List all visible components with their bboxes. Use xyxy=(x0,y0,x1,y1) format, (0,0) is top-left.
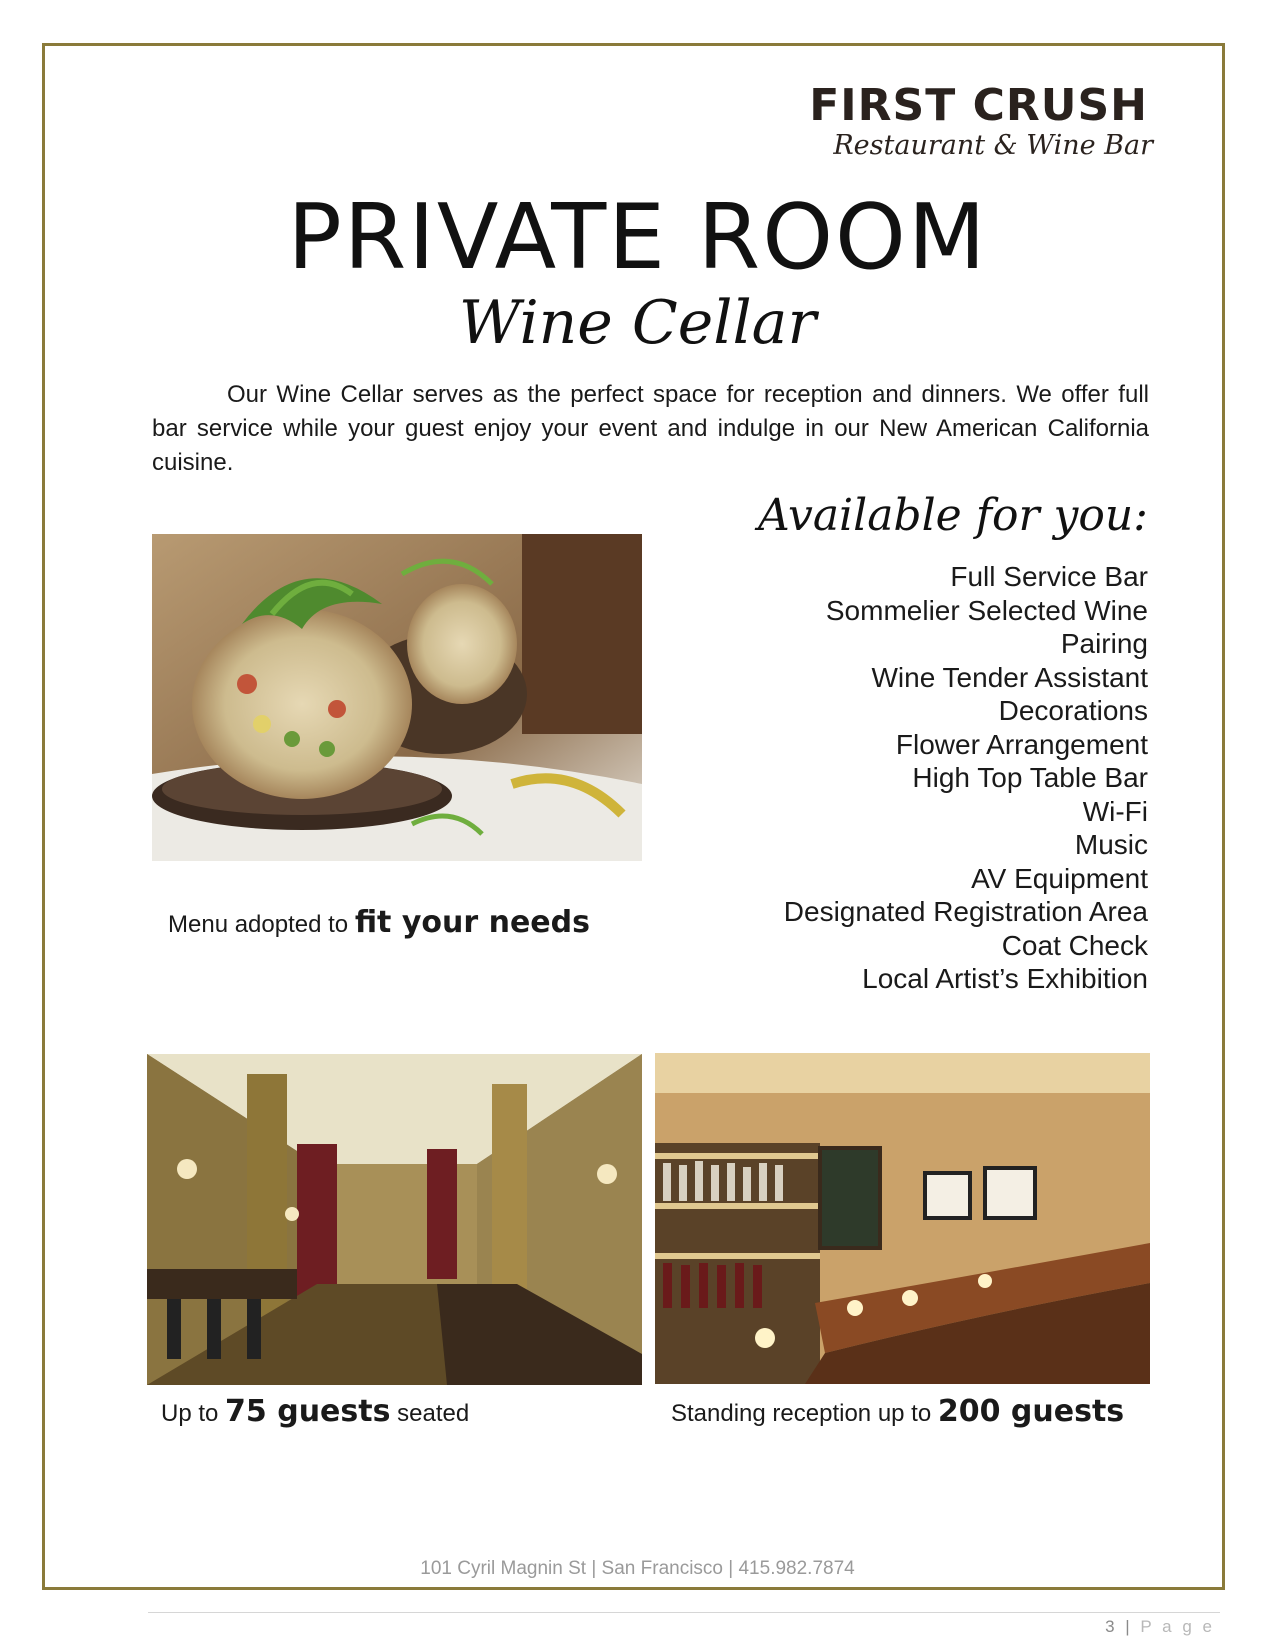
seated-caption xyxy=(161,1394,469,1429)
page-title: PRIVATE ROOM xyxy=(287,185,988,290)
list-item: Music xyxy=(1074,829,1148,860)
page-subtitle: Wine Cellar xyxy=(458,288,817,358)
page-number-separator: | xyxy=(1125,1617,1133,1636)
list-item: Pairing xyxy=(1060,628,1148,659)
food-photo xyxy=(152,534,642,861)
list-item: Coat Check xyxy=(1001,929,1148,961)
brand-name: FIRST CRUSH xyxy=(809,80,1148,131)
bar-photo xyxy=(655,1053,1150,1384)
list-item: Wi-Fi xyxy=(1082,795,1148,827)
page-number xyxy=(1105,1617,1215,1637)
list-item: Wine Tender Assistant xyxy=(871,661,1148,693)
list-item: Flower Arrangement xyxy=(895,728,1148,760)
list-item: AV Equipment xyxy=(971,862,1148,894)
list-item: Local Artist’s Exhibition xyxy=(862,963,1148,994)
seated-caption-emphasis: 75 guests xyxy=(225,1394,391,1429)
standing-caption-prefix: Standing reception up to xyxy=(671,1400,938,1427)
seated-caption-prefix: Up to xyxy=(161,1400,226,1427)
list-item: High Top Table Bar xyxy=(912,762,1148,793)
menu-caption-text: Menu adopted to xyxy=(168,911,355,938)
available-heading: Available for you: xyxy=(757,490,1148,541)
standing-caption-emphasis: 200 guests xyxy=(937,1394,1125,1429)
brand-tagline: Restaurant & Wine Bar xyxy=(833,130,1153,161)
list-item: Designated Registration Area xyxy=(783,896,1148,927)
footer-address: 101 Cyril Magnin St | San Francisco | 415.982.7874 xyxy=(420,1558,855,1579)
standing-caption xyxy=(671,1394,1124,1429)
page-label: P a g e xyxy=(1140,1617,1215,1636)
list-item: Full Service Bar xyxy=(950,561,1148,592)
page-number-value: 3 xyxy=(1105,1617,1118,1636)
list-item: Sommelier Selected Wine xyxy=(825,594,1148,626)
list-item: Decorations xyxy=(998,695,1148,726)
menu-caption-emphasis: fit your needs xyxy=(354,905,590,940)
menu-caption xyxy=(168,905,590,940)
footer-divider xyxy=(148,1612,1220,1613)
intro-paragraph: Our Wine Cellar serves as the perfect space for reception and dinners. We offer full bar service while your guest enjoy your event and indulge in our New American California cuisine. xyxy=(152,381,1149,476)
dining-room-photo xyxy=(147,1054,642,1385)
seated-caption-suffix: seated xyxy=(390,1400,470,1427)
amenities-list xyxy=(728,560,1148,996)
